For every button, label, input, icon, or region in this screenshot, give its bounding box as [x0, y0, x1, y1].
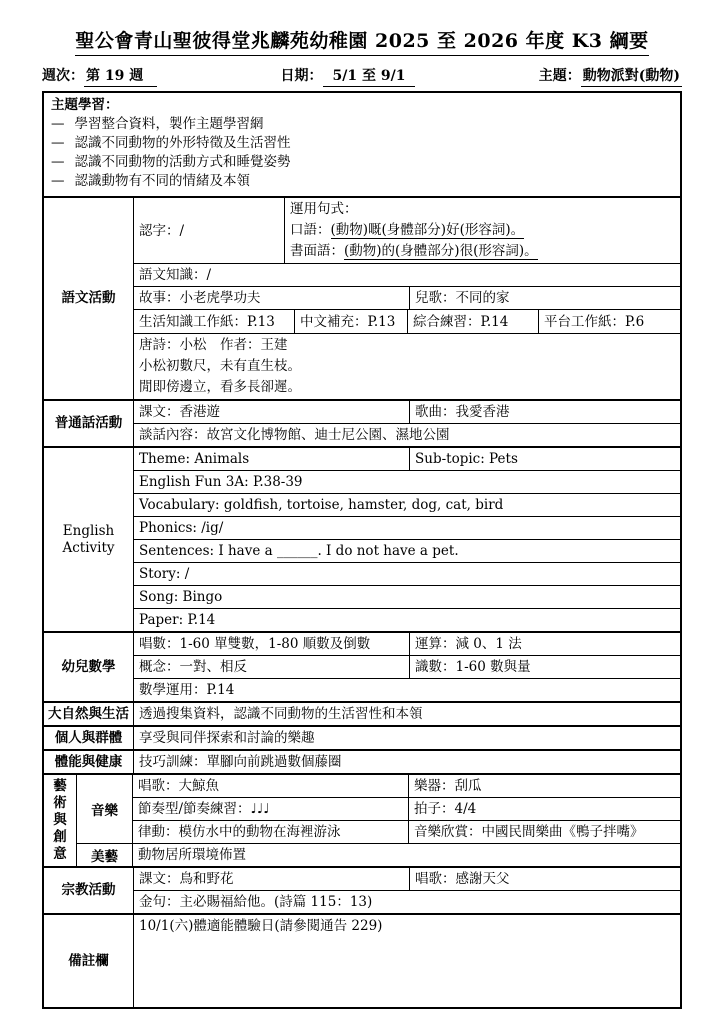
section-religion	[44, 866, 680, 913]
theme-learning-item-text: 認識不同動物的活動方式和睡覺姿勢	[74, 154, 291, 170]
topic-value: 動物派對(動物)	[581, 65, 682, 87]
dash-bullet: —	[51, 135, 65, 151]
math-concept-cell: 概念：一對、相反	[139, 659, 247, 675]
week-value: 第 19 週	[84, 65, 157, 87]
arts-vertical-char: 意	[53, 846, 67, 862]
math-application-row	[134, 678, 680, 701]
remarks-row	[134, 915, 680, 1007]
arts-vertical-char: 藝	[53, 778, 67, 794]
physical-content-cell: 技巧訓練：單腳向前跳過數個藤圈	[139, 754, 342, 770]
craft-content-cell: 動物居所環境佈置	[138, 847, 246, 863]
worksheets-row	[134, 309, 680, 333]
sentence-pattern-cell	[284, 198, 680, 263]
music-singing-row	[133, 775, 680, 797]
english-label-line1: English	[62, 522, 115, 539]
theme-learning-item-text: 學習整合資料，製作主題學習網	[74, 116, 264, 132]
document-meta-row	[42, 65, 682, 87]
music-instrument-cell: 樂器：刮瓜	[408, 775, 680, 797]
language-knowledge-row	[134, 263, 680, 286]
date-field	[281, 65, 416, 87]
math-counting-cell: 唱數：1-60 單雙數，1-80 順數及倒數	[139, 636, 371, 652]
religion-text-cell: 課文：鳥和野花	[139, 871, 234, 887]
religion-verse-cell: 金句：主必賜福給他。(詩篇 115：13)	[139, 894, 373, 910]
section-theme-learning	[44, 93, 680, 196]
music-rhythm-row	[133, 797, 680, 820]
religion-verse-row	[134, 890, 680, 913]
arts-vertical-char: 創	[53, 829, 67, 845]
english-paper-cell: Paper: P.14	[139, 612, 216, 628]
section-physical	[44, 749, 680, 773]
nature-content-cell: 透過搜集資料，認識不同動物的生活習性和本領	[139, 706, 423, 722]
document-title	[42, 26, 682, 56]
section-label-putonghua: 普通話活動	[44, 401, 134, 446]
story-cell: 故事：小老虎學功夫	[139, 290, 261, 306]
math-operation-cell: 運算：減 0、1 法	[409, 633, 680, 655]
craft-label: 美藝	[77, 844, 133, 866]
music-beat-cell: 拍子：4/4	[408, 798, 680, 820]
math-number-sense-cell: 識數：1-60 數與量	[409, 656, 680, 678]
poem-verse-line: 閒即傍邊立，看多長卻遲。	[139, 379, 301, 395]
english-book-cell: English Fun 3A: P.38-39	[139, 474, 303, 490]
section-label-personal: 個人與群體	[44, 727, 134, 749]
section-language	[44, 196, 680, 399]
music-appreciation-cell: 音樂欣賞：中國民間樂曲《鴨子拌嘴》	[408, 821, 680, 843]
music-movement-row	[133, 820, 680, 843]
english-song-cell: Song: Bingo	[139, 589, 223, 605]
physical-row	[134, 751, 680, 773]
english-song-row	[134, 585, 680, 608]
section-english	[44, 446, 680, 631]
religion-song-cell: 唱歌：感謝天父	[409, 868, 680, 890]
section-label-religion: 宗教活動	[44, 868, 134, 913]
platform-worksheet-cell: 平台工作紙：P.6	[538, 310, 680, 333]
theme-learning-heading: 主題學習：	[51, 97, 119, 113]
written-value: (動物)的(身體部分)很(形容詞)。	[344, 243, 538, 259]
music-singing-cell: 唱歌：大鯨魚	[138, 778, 219, 794]
music-label: 音樂	[77, 775, 133, 843]
language-knowledge-cell: 語文知識：/	[139, 267, 212, 283]
arts-vertical-char: 與	[53, 812, 67, 828]
section-personal	[44, 725, 680, 749]
english-theme-row	[134, 448, 680, 470]
document-title-text: 聖公會青山聖彼得堂兆麟苑幼稚園 2025 至 2026 年度 K3 綱要	[75, 26, 648, 56]
religion-text-song-row	[134, 868, 680, 890]
section-label-arts-vertical	[44, 775, 77, 866]
arts-craft-block	[77, 843, 680, 866]
pattern-title: 運用句式：	[290, 201, 358, 217]
arts-music-block	[77, 775, 680, 843]
poem-row	[134, 333, 680, 399]
section-label-nature: 大自然與生活	[44, 703, 134, 725]
poem-title-line: 唐詩：小松 作者：王建	[139, 337, 288, 353]
dash-bullet: —	[51, 154, 65, 170]
theme-learning-item	[51, 115, 673, 134]
putonghua-text-song-row	[134, 401, 680, 423]
music-rhythm-cell: 節奏型/節奏練習：♩♩♩	[138, 801, 270, 817]
life-knowledge-worksheet-cell: 生活知識工作紙：P.13	[139, 313, 275, 330]
word-recognition-cell: 認字：/	[139, 222, 185, 239]
section-putonghua	[44, 399, 680, 446]
section-math	[44, 631, 680, 701]
section-label-physical: 體能與健康	[44, 751, 134, 773]
section-label-english	[44, 448, 134, 631]
theme-learning-item	[51, 172, 673, 191]
english-phonics-row	[134, 516, 680, 539]
math-concept-row	[134, 655, 680, 678]
section-label-remarks: 備註欄	[44, 915, 134, 1007]
week-label: 週次：	[42, 68, 84, 84]
english-theme-cell: Theme: Animals	[139, 451, 250, 467]
english-story-row	[134, 562, 680, 585]
rhyme-cell: 兒歌：不同的家	[409, 287, 680, 309]
theme-learning-item-text: 認識動物有不同的情緒及本領	[74, 173, 250, 189]
english-vocabulary-cell: Vocabulary: goldfish, tortoise, hamster, dog, cat, bird	[139, 497, 504, 513]
english-sentences-row	[134, 539, 680, 562]
dash-bullet: —	[51, 116, 65, 132]
putonghua-talk-row	[134, 423, 680, 446]
putonghua-song-cell: 歌曲：我愛香港	[409, 401, 680, 423]
date-value: 5/1 至 9/1	[323, 65, 416, 87]
topic-label: 主題：	[538, 68, 581, 84]
section-label-math: 幼兒數學	[44, 633, 134, 701]
craft-row	[133, 844, 680, 866]
poem-verse-line: 小松初數尺，未有直生枝。	[139, 358, 301, 374]
english-phonics-cell: Phonics: /ig/	[139, 520, 224, 536]
integrated-exercise-cell: 綜合練習：P.14	[407, 310, 538, 333]
section-label-language: 語文活動	[44, 198, 134, 399]
chinese-supplement-cell: 中文補充：P.13	[294, 310, 407, 333]
theme-learning-item-text: 認識不同動物的外形特徵及生活習性	[74, 135, 291, 151]
english-label-line2: Activity	[62, 539, 115, 556]
week-field	[42, 65, 157, 87]
topic-field	[539, 65, 682, 87]
english-book-row	[134, 470, 680, 493]
nature-row	[134, 703, 680, 725]
date-label: 日期：	[280, 68, 323, 84]
english-story-cell: Story: /	[139, 566, 190, 582]
english-subtopic-cell: Sub-topic: Pets	[409, 448, 680, 470]
spoken-value: (動物)嘅(身體部分)好(形容詞)。	[330, 222, 525, 238]
written-pattern-line	[290, 241, 675, 262]
spoken-pattern-line	[290, 220, 675, 241]
section-remarks	[44, 913, 680, 1007]
math-counting-row	[134, 633, 680, 655]
english-vocabulary-row	[134, 493, 680, 516]
written-label: 書面語：	[290, 243, 344, 259]
remarks-content-cell: 10/1(六)體適能體驗日(請參閱通告 229)	[139, 918, 383, 934]
math-application-cell: 數學運用：P.14	[139, 682, 235, 698]
spoken-label: 口語：	[290, 222, 331, 238]
theme-learning-item	[51, 134, 673, 153]
music-movement-cell: 律動：模仿水中的動物在海裡游泳	[138, 824, 341, 840]
arts-vertical-char: 術	[53, 795, 67, 811]
putonghua-text-cell: 課文：香港遊	[139, 404, 220, 420]
section-arts	[44, 773, 680, 866]
poem-cell	[134, 334, 680, 399]
theme-learning-item	[51, 153, 673, 172]
language-pattern-row	[134, 198, 680, 263]
dash-bullet: —	[51, 173, 65, 189]
personal-content-cell: 享受與同伴探索和討論的樂趣	[139, 730, 315, 746]
curriculum-table	[42, 91, 682, 1009]
section-nature	[44, 701, 680, 725]
english-paper-row	[134, 608, 680, 631]
putonghua-talk-cell: 談話內容：故宮文化博物館、迪士尼公園、濕地公園	[139, 427, 450, 443]
story-rhyme-row	[134, 286, 680, 309]
english-sentences-cell: Sentences: I have a ______. I do not have a pet.	[139, 543, 459, 559]
personal-row	[134, 727, 680, 749]
